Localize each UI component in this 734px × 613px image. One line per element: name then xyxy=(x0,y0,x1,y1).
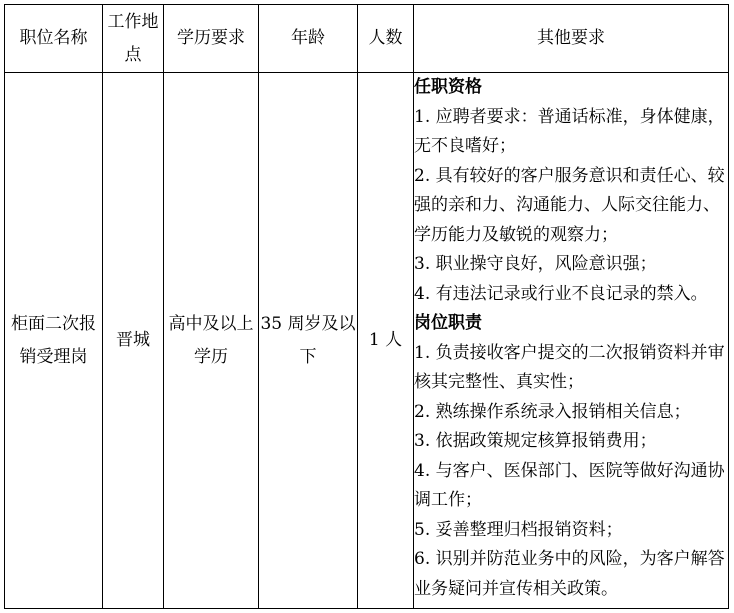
education-requirement-cell: 高中及以上学历 xyxy=(164,73,259,609)
qualification-item: 2. 具有较好的客户服务意识和责任心、较强的亲和力、沟通能力、人际交往能力、学历能力及敏锐的观察力； xyxy=(414,165,725,245)
qualifications-section-heading: 任职资格 xyxy=(414,77,482,97)
job-posting-table xyxy=(4,4,729,609)
duties-section-heading: 岗位职责 xyxy=(414,313,482,333)
duty-item: 1. 负责接收客户提交的二次报销资料并审核其完整性、真实性； xyxy=(414,342,725,392)
duty-item: 5. 妥善整理归档报销资料； xyxy=(414,519,623,540)
column-header-education: 学历要求 xyxy=(164,5,259,73)
work-location-cell: 晋城 xyxy=(103,73,164,609)
duty-item: 6. 识别并防范业务中的风险，为客户解答业务疑问并宣传相关政策。 xyxy=(414,549,725,599)
position-name-cell: 柜面二次报销受理岗 xyxy=(5,73,103,609)
headcount-cell: 1 人 xyxy=(358,73,414,609)
table-row xyxy=(5,73,729,609)
qualification-item: 3. 职业操守良好，风险意识强； xyxy=(414,254,657,274)
column-header-location: 工作地点 xyxy=(103,5,164,73)
duty-item: 3. 依据政策规定核算报销费用； xyxy=(414,431,657,451)
other-requirements-cell xyxy=(414,73,729,609)
duty-item: 4. 与客户、医保部门、医院等做好沟通协调工作； xyxy=(414,460,725,510)
duty-item: 2. 熟练操作系统录入报销相关信息； xyxy=(414,401,691,422)
column-header-age: 年龄 xyxy=(259,5,358,73)
column-header-other-requirements: 其他要求 xyxy=(414,5,729,73)
table-header-row xyxy=(5,5,729,73)
column-header-position: 职位名称 xyxy=(5,5,103,73)
column-header-headcount: 人数 xyxy=(358,5,414,73)
qualification-item: 4. 有违法记录或行业不良记录的禁入。 xyxy=(414,283,708,304)
age-requirement-cell: 35 周岁及以下 xyxy=(259,73,358,609)
qualification-item: 1. 应聘者要求：普通话标准，身体健康，无不良嗜好； xyxy=(414,106,725,156)
